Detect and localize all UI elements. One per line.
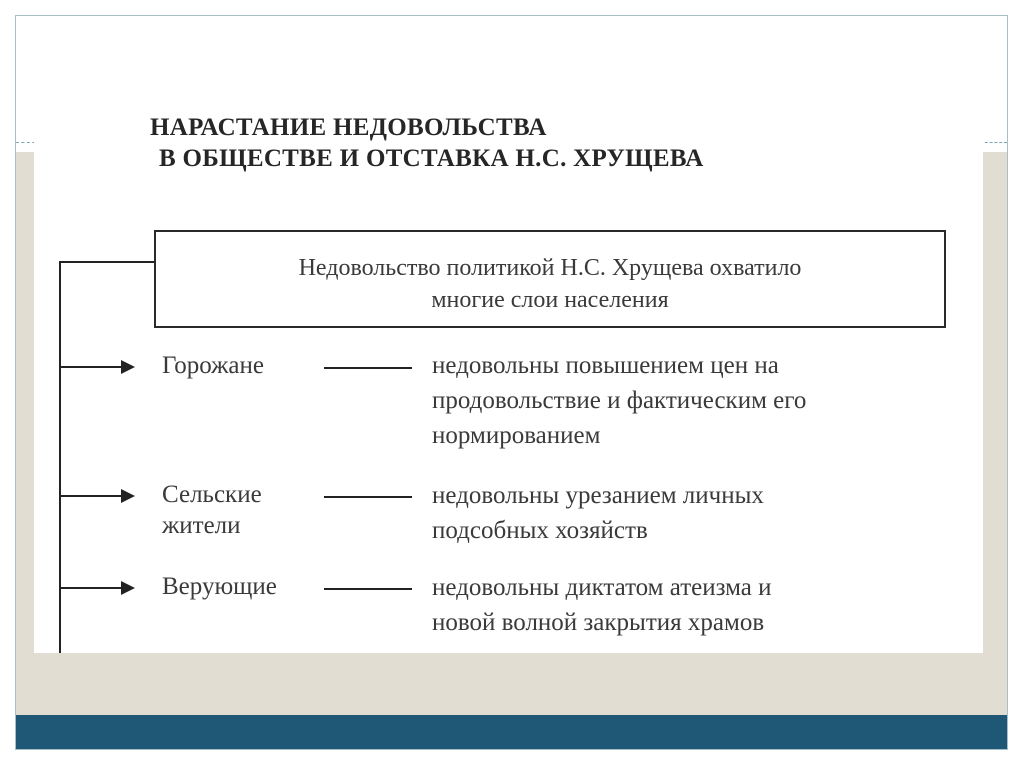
top-connector	[59, 261, 154, 263]
reason-line: новой волной закрытия храмов	[432, 609, 765, 636]
right-dashed-rule	[980, 142, 1007, 143]
arrow-icon	[61, 495, 131, 497]
bottom-band	[16, 653, 1007, 715]
vertical-connector	[59, 261, 61, 653]
reason-line: нормированием	[432, 422, 601, 449]
diagram-content	[34, 16, 983, 653]
group-label-villagers	[162, 479, 262, 541]
group-label-line: жители	[162, 512, 241, 539]
reason-line: недовольны повышением цен на	[432, 352, 779, 379]
group-label-line: Горожане	[162, 352, 264, 379]
arrow-icon	[61, 366, 131, 368]
group-label-believers	[162, 571, 277, 602]
group-label-line: Верующие	[162, 573, 277, 600]
arrow-icon	[61, 587, 131, 589]
main-statement-box	[154, 230, 946, 328]
reason-line: продовольствие и фактическим его	[432, 387, 807, 414]
main-statement-line-2: многие слои населения	[431, 287, 669, 313]
left-side-band	[16, 152, 34, 715]
group-label-line: Сельские	[162, 481, 262, 508]
right-side-band	[983, 152, 1007, 715]
group-reason-townspeople	[432, 348, 952, 453]
group-connector	[324, 588, 412, 590]
group-reason-believers	[432, 570, 952, 640]
diagram-title	[34, 112, 983, 174]
title-line-1: НАРАСТАНИЕ НЕДОВОЛЬСТВА	[150, 114, 547, 141]
group-label-townspeople	[162, 350, 264, 381]
group-connector	[324, 367, 412, 369]
title-line-2: В ОБЩЕСТВЕ И ОТСТАВКА Н.С. ХРУЩЕВА	[159, 145, 704, 172]
group-reason-villagers	[432, 478, 952, 548]
reason-line: подсобных хозяйств	[432, 517, 648, 544]
group-connector	[324, 496, 412, 498]
footer-bar	[16, 715, 1007, 749]
reason-line: недовольны диктатом атеизма и	[432, 574, 772, 601]
main-statement-line-1: Недовольство политикой Н.С. Хрущева охватило	[298, 255, 802, 281]
reason-line: недовольны урезанием личных	[432, 482, 764, 509]
